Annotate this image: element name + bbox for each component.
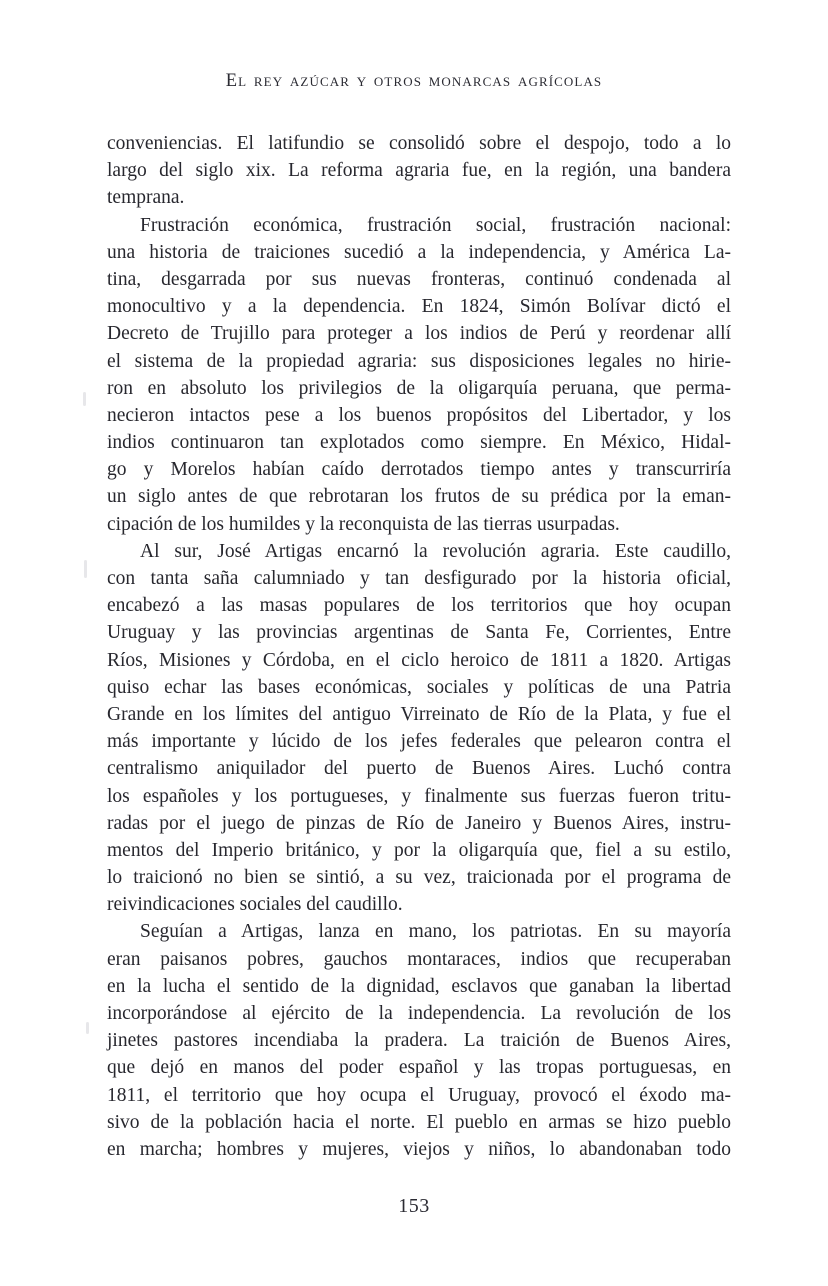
text-line: Ríos, Misiones y Córdoba, en el ciclo heroico de 1811 a 1820. Artigas — [107, 649, 731, 671]
text-line: encabezó a las masas populares de los territorios que hoy ocupan — [107, 595, 731, 617]
text-line: que dejó en manos del poder español y las tropas portuguesas, en — [107, 1057, 731, 1079]
text-line: conveniencias. El latifundio se consolidó sobre el despojo, todo a lo — [107, 133, 731, 154]
text-line: Uruguay y las provincias argentinas de Santa Fe, Corrientes, Entre — [107, 622, 731, 644]
text-line: necieron intactos pese a los buenos propósitos del Libertador, y los — [107, 404, 731, 426]
text-line: más importante y lúcido de los jefes federales que pelearon contra el — [107, 731, 731, 753]
scan-artifact — [84, 560, 87, 578]
text-line: jinetes pastores incendiaba la pradera. La traición de Buenos Aires, — [107, 1030, 731, 1052]
text-line: cipación de los humildes y la reconquista de las tierras usurpadas. — [107, 513, 620, 535]
running-header: El rey azúcar y otros monarcas agrícolas — [225, 71, 603, 91]
text-line: con tanta saña calumniado y tan desfigurado por la historia oficial, — [107, 568, 731, 589]
text-line: Seguían a Artigas, lanza en mano, los patriotas. En su mayoría — [140, 921, 731, 943]
text-line: go y Morelos habían caído derrotados tiempo antes y transcurriría — [107, 459, 731, 481]
scan-artifact — [86, 1022, 89, 1034]
text-line: largo del siglo xix. La reforma agraria fue, en la región, una bandera — [107, 160, 731, 182]
page-number: 153 — [398, 1195, 430, 1217]
text-line: en la lucha el sentido de la dignidad, esclavos que ganaban la libertad — [107, 975, 731, 997]
text-line: sivo de la población hacia el norte. El pueblo en armas se hizo pueblo — [107, 1111, 731, 1133]
text-line: el sistema de la propiedad agraria: sus disposiciones legales no hirie- — [107, 350, 731, 372]
text-line: incorporándose al ejército de la independencia. La revolución de los — [107, 1003, 731, 1024]
text-line: Grande en los límites del antiguo Virreinato de Río de la Plata, y fue el — [107, 703, 731, 725]
text-line: 1811, el territorio que hoy ocupa el Uruguay, provocó el éxodo ma- — [107, 1084, 731, 1106]
text-line: temprana. — [107, 187, 185, 209]
text-line: los españoles y los portugueses, y finalmente sus fuerzas fueron tritu- — [107, 785, 731, 807]
text-line: en marcha; hombres y mujeres, viejos y niños, lo abandonaban todo — [107, 1138, 731, 1160]
text-line: monocultivo y a la dependencia. En 1824, Simón Bolívar dictó el — [107, 296, 731, 318]
text-line: indios continuaron tan explotados como siempre. En México, Hidal- — [107, 432, 731, 454]
text-block — [107, 130, 731, 1163]
text-line: radas por el juego de pinzas de Río de Janeiro y Buenos Aires, instru- — [107, 812, 731, 834]
text-line: ron en absoluto los privilegios de la oligarquía peruana, que perma- — [107, 377, 731, 399]
scan-artifact — [83, 392, 86, 406]
text-line: lo traicionó no bien se sintió, a su vez, traicionada por el programa de — [107, 867, 731, 889]
text-line: centralismo aniquilador del puerto de Buenos Aires. Luchó contra — [107, 758, 731, 780]
text-line: quiso echar las bases económicas, sociales y políticas de una Patria — [107, 676, 731, 698]
text-line: Decreto de Trujillo para proteger a los indios de Perú y reordenar allí — [107, 323, 731, 345]
text-line: una historia de traiciones sucedió a la independencia, y América La- — [107, 241, 731, 263]
text-line: tina, desgarrada por sus nuevas fronteras, continuó condenada al — [107, 268, 731, 290]
text-line: Frustración económica, frustración social, frustración nacional: — [140, 214, 731, 236]
text-line: reivindicaciones sociales del caudillo. — [107, 894, 403, 916]
text-line: mentos del Imperio británico, y por la oligarquía que, fiel a su estilo, — [107, 839, 731, 861]
text-line: un siglo antes de que rebrotaran los frutos de su prédica por la eman- — [107, 486, 731, 508]
text-line: Al sur, José Artigas encarnó la revolución agraria. Este caudillo, — [140, 540, 731, 562]
text-line: eran paisanos pobres, gauchos montaraces, indios que recuperaban — [107, 948, 731, 970]
